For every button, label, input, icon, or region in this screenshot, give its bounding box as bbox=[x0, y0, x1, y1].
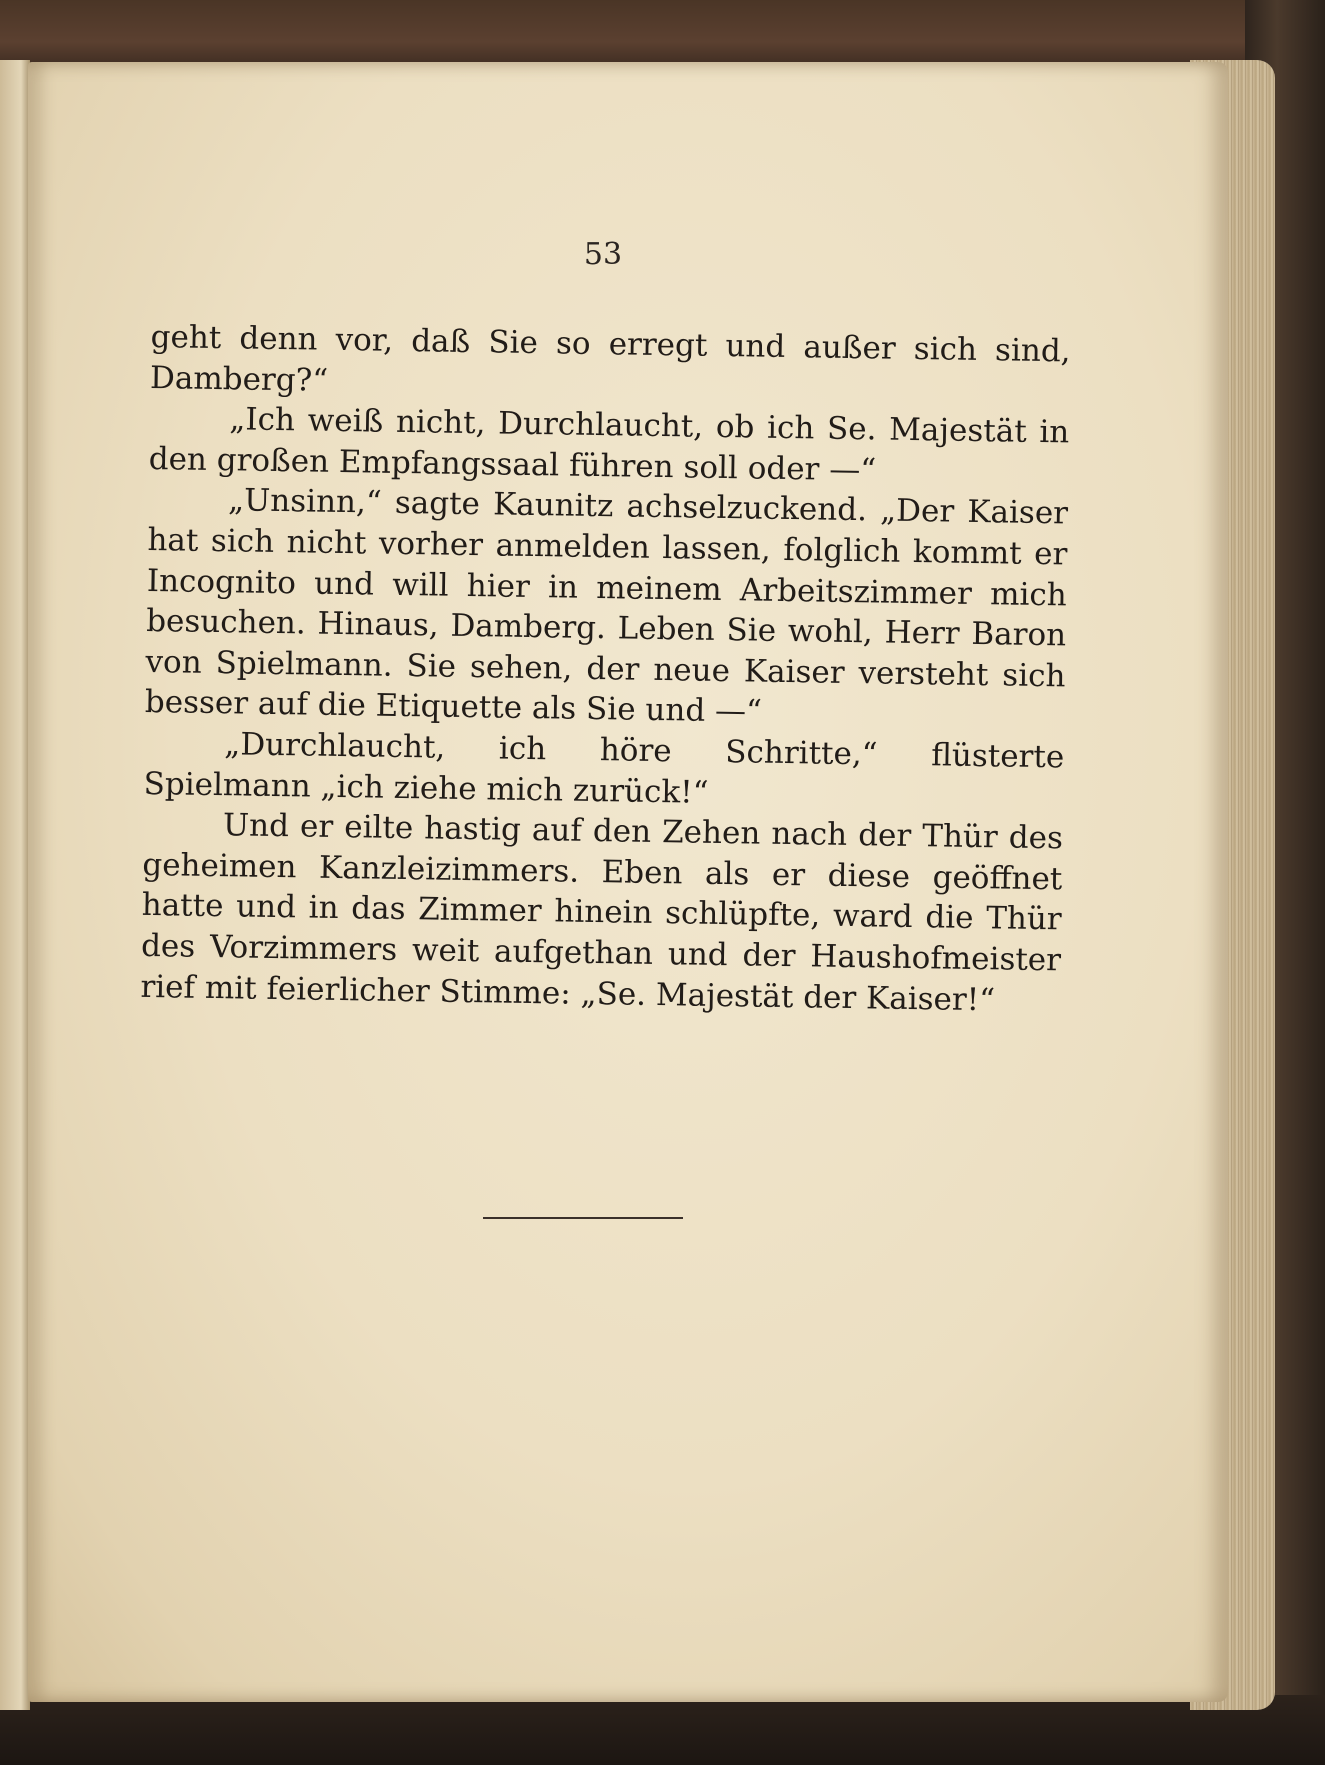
book-cover-top bbox=[0, 0, 1325, 70]
paragraph: „Durchlaucht, ich höre Schritte,“ flüsterte Spielmann „ich ziehe mich zurück!“ bbox=[143, 726, 1065, 811]
page-text bbox=[140, 317, 1071, 1021]
paragraph: „Ich weiß nicht, Durchlaucht, ob ich Se. Majestät in den großen Empfangssaal führen soll oder —“ bbox=[148, 401, 1070, 489]
paragraph: Und er eilte hastig auf den Zehen nach der Thür des geheimen Kanzleizimmers. Eben als er diese geöffnet hatte und in das Zimmer hinein schlüpfte, ward die Thür des Vorzimmers weit aufgethan und der Haushofmeister rief mit feierlicher Stimme: „Se. Majestät der Kaiser!“ bbox=[140, 807, 1064, 1018]
page-number: 53 bbox=[583, 237, 623, 272]
book-page bbox=[28, 62, 1228, 1702]
paragraph: „Unsinn,“ sagte Kaunitz achselzuckend. „Der Kaiser hat sich nicht vorher anmelden lassen, folglich kommt er Incognito und will hier in meinem Arbeitszimmer mich besuchen. Hinaus, Damberg. Leben Sie wohl, Herr Baron von Spielmann. Sie sehen, der neue Kaiser versteht sich besser auf die Etiquette als Sie und —“ bbox=[144, 482, 1069, 730]
left-page-edge bbox=[0, 60, 30, 1710]
paragraph: geht denn vor, daß Sie so erregt und außer sich sind, Damberg?“ bbox=[149, 318, 1071, 399]
section-divider bbox=[483, 1217, 683, 1219]
book-cover-bottom bbox=[0, 1695, 1325, 1765]
